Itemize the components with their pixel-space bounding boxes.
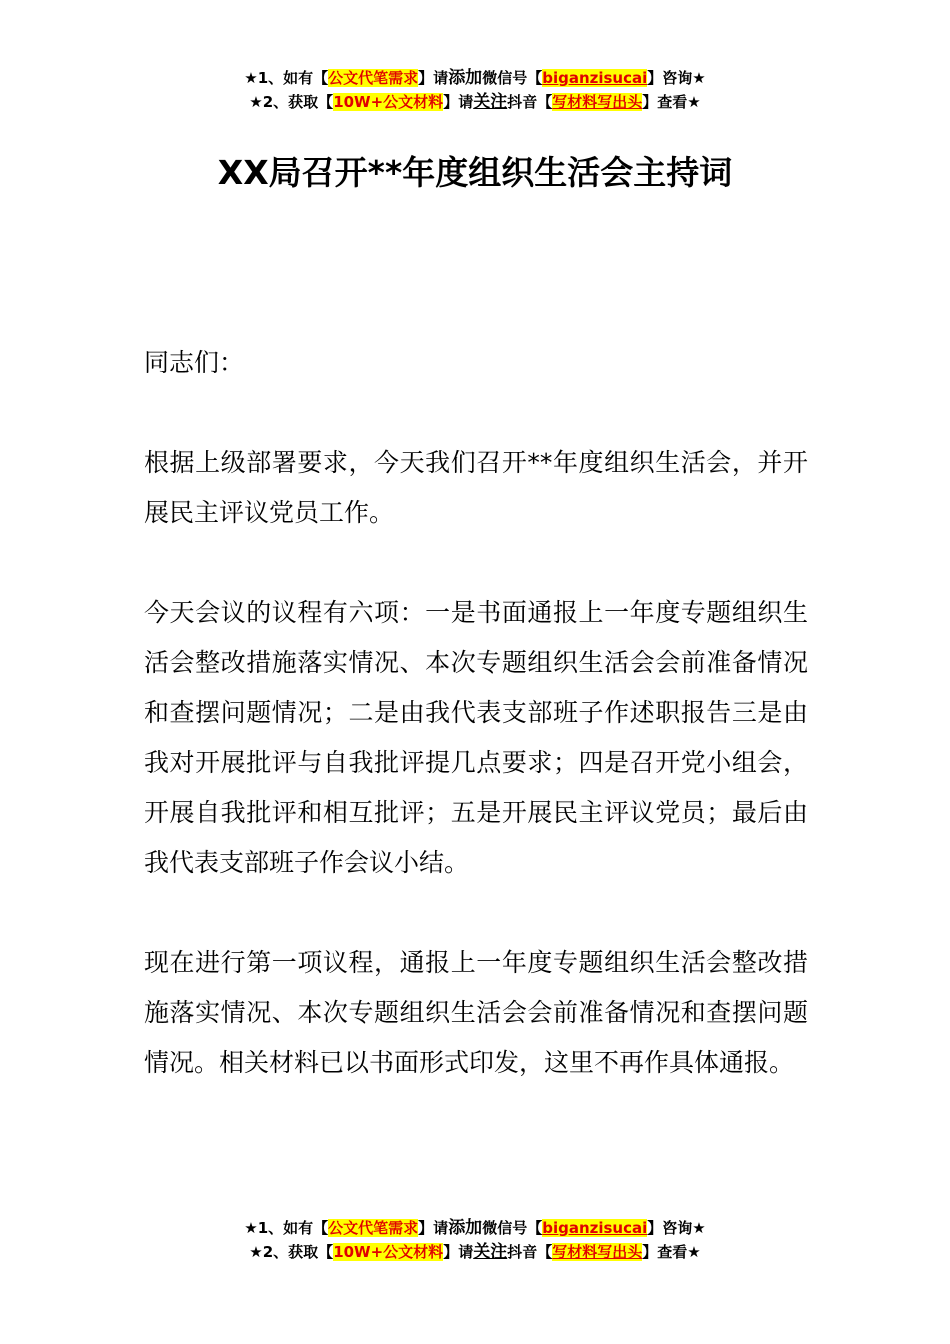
salutation-paragraph: 同志们： [144, 348, 245, 377]
promo-highlight-service: 公文代笔需求 [328, 1219, 419, 1237]
footer-promo-banner [0, 1216, 950, 1264]
promo-line-2 [0, 1240, 950, 1264]
promo-text: 】查看★ [642, 1243, 701, 1261]
body-paragraph: 现在进行第一项议程，通报上一年度专题组织生活会整改措施落实情况、本次专题组织生活会会前准备情况和查摆问题情况。相关材料已以书面形式印发，这里不再作具体通报。 [144, 948, 808, 1077]
promo-text: 】查看★ [642, 93, 701, 111]
promo-highlight-materials: 10W+公文材料 [333, 1243, 444, 1261]
promo-highlight-wechat-id: biganzisucai [542, 69, 648, 87]
promo-text: 】请 [418, 69, 449, 87]
promo-highlight-wechat-id: biganzisucai [542, 1219, 648, 1237]
promo-text: 微信号【 [482, 69, 543, 87]
promo-emphasis: 关注 [473, 1242, 508, 1262]
promo-text: 】请 [443, 93, 474, 111]
promo-highlight-materials: 10W+公文材料 [333, 93, 444, 111]
promo-text: 】咨询★ [647, 69, 706, 87]
promo-highlight-service: 公文代笔需求 [328, 69, 419, 87]
promo-text: 】请 [443, 1243, 474, 1261]
document-body [144, 338, 808, 1138]
promo-line-1 [0, 66, 950, 90]
header-promo-banner [0, 66, 950, 114]
body-paragraph: 今天会议的议程有六项：一是书面通报上一年度专题组织生活会整改措施落实情况、本次专题组织生活会会前准备情况和查摆问题情况；二是由我代表支部班子作述职报告三是由我对开展批评与自我批评提几点要求；四是召开党小组会，开展自我批评和相互批评；五是开展民主评议党员；最后由我代表支部班子作会议小结。 [144, 598, 808, 877]
promo-text: 微信号【 [482, 1219, 543, 1237]
promo-text: ★1、如有【 [244, 69, 329, 87]
promo-text: 】请 [418, 1219, 449, 1237]
promo-line-2 [0, 90, 950, 114]
promo-emphasis: 关注 [473, 92, 508, 112]
promo-line-1 [0, 1216, 950, 1240]
body-paragraph: 根据上级部署要求，今天我们召开**年度组织生活会，并开展民主评议党员工作。 [144, 448, 808, 527]
promo-emphasis: 添加 [448, 68, 483, 88]
promo-highlight-douyin: 写材料写出头 [552, 1243, 643, 1261]
promo-emphasis: 添加 [448, 1218, 483, 1238]
promo-text: 】咨询★ [647, 1219, 706, 1237]
document-title: XX局召开**年度组织生活会主持词 [217, 153, 733, 192]
promo-highlight-douyin: 写材料写出头 [552, 93, 643, 111]
promo-text: ★2、获取【 [249, 1243, 334, 1261]
promo-text: 抖音【 [507, 1243, 553, 1261]
promo-text: ★1、如有【 [244, 1219, 329, 1237]
promo-text: 抖音【 [507, 93, 553, 111]
promo-text: ★2、获取【 [249, 93, 334, 111]
